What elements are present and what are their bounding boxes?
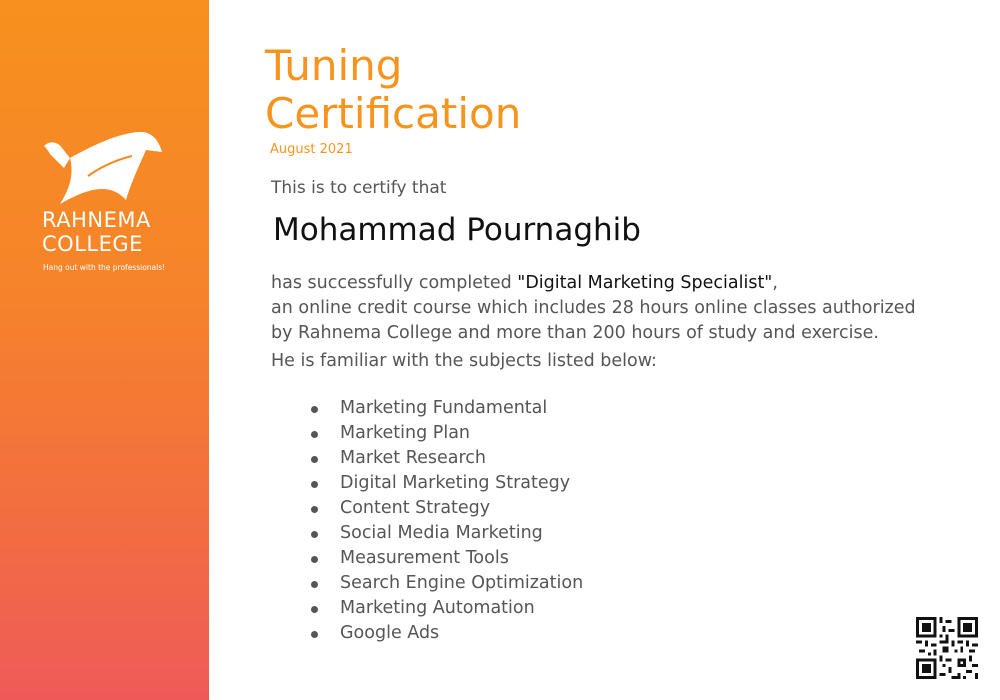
subject-item: Search Engine Optimization: [306, 571, 583, 596]
brand-name: RAHNEMA COLLEGE: [42, 208, 151, 256]
subject-item: Marketing Plan: [306, 421, 583, 446]
subject-item: Marketing Fundamental: [306, 396, 583, 421]
brand-sidebar: [0, 0, 209, 700]
completion-line: has successfully completed "Digital Marketing Specialist",: [271, 273, 778, 293]
bird-book-icon: [40, 132, 166, 208]
description-line: an online credit course which includes 28 hours online classes authorized: [271, 298, 916, 318]
certificate-date: August 2021: [270, 142, 353, 157]
subject-item: Measurement Tools: [306, 546, 583, 571]
certify-intro: This is to certify that: [271, 178, 447, 198]
subject-item: Content Strategy: [306, 496, 583, 521]
course-name: "Digital Marketing Specialist": [517, 273, 773, 293]
description-line: by Rahnema College and more than 200 hours of study and exercise.: [271, 323, 879, 343]
completion-statement: [271, 271, 971, 346]
qr-code-icon[interactable]: [916, 617, 978, 679]
subject-item: Social Media Marketing: [306, 521, 583, 546]
certificate-title: Tuning Certification: [265, 41, 522, 138]
subject-item: Market Research: [306, 446, 583, 471]
brand-tagline: Hang out with the professionals!: [43, 263, 166, 272]
subject-item: Marketing Automation: [306, 596, 583, 621]
subject-item: Google Ads: [306, 621, 583, 646]
subjects-intro: He is familiar with the subjects listed below:: [271, 351, 657, 371]
subjects-list: [306, 396, 583, 646]
recipient-name: Mohammad Pournaghib: [273, 212, 641, 248]
subject-item: Digital Marketing Strategy: [306, 471, 583, 496]
